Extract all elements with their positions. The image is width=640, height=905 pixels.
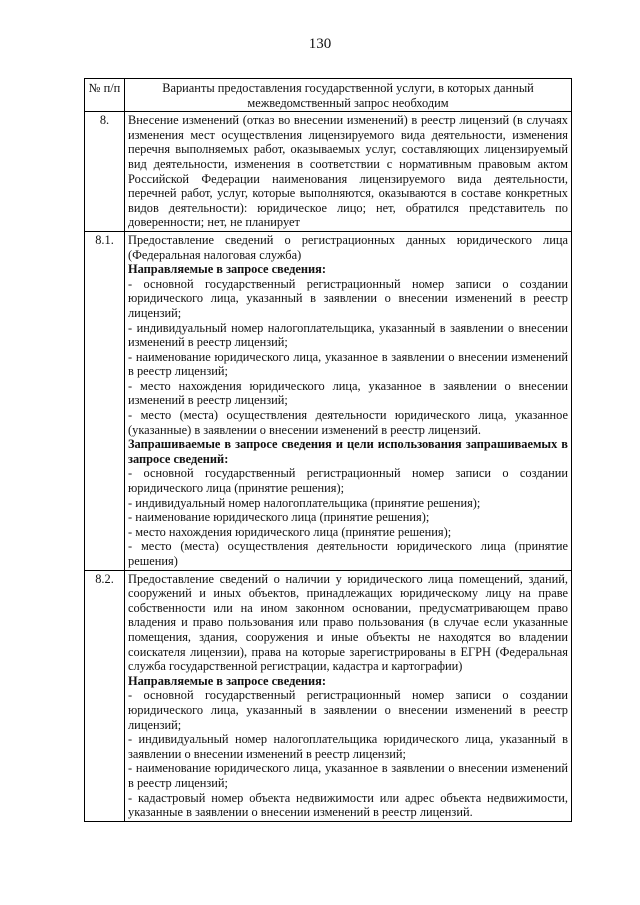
paragraph: Внесение изменений (отказ во внесении изменений) в реестр лицензий (в случаях изменения мест осуществления лицензируемого вида деятельности, изменения перечня выполняемых работ, оказываемых услуг, составляющих лицензируемый вид деятельности, изменения в соответствии с нормативным правовым актом Российской Федерации наименования лицензируемого вида деятельности, перечней работ, услуг, которые выполняются, оказываются в составе конкретных видов деятельности): юридическое лицо; нет, обратился представитель по доверенности; нет, не планирует — [128, 113, 568, 230]
table-row — [85, 570, 572, 821]
section-heading: Направляемые в запросе сведения: — [128, 673, 326, 688]
paragraph: - основной государственный регистрационный номер записи о создании юридического лица, указанный в заявлении о внесении изменений в реестр лицензий; — [128, 276, 568, 320]
section-heading: Запрашиваемые в запросе сведения и цели использования запрашиваемых в запросе сведений: — [128, 437, 568, 466]
document-table — [84, 78, 572, 822]
row-number: 8.2. — [85, 570, 125, 821]
paragraph: - наименование юридического лица (принятие решения); — [128, 510, 430, 525]
row-content — [125, 570, 572, 821]
header-number: № п/п — [85, 79, 125, 112]
paragraph: - место (места) осуществления деятельности юридического лица, указанное (указанные) в заявлении о внесении изменений в реестр лицензий. — [128, 408, 568, 437]
section-heading: Направляемые в запросе сведения: — [128, 262, 326, 277]
row-number: 8.1. — [85, 231, 125, 570]
table-row — [85, 112, 572, 232]
paragraph: - индивидуальный номер налогоплательщика, указанный в заявлении о внесении изменений в реестр лицензий; — [128, 320, 568, 350]
header-title: Варианты предоставления государственной услуги, в которых данный межведомственный запрос необходим — [125, 79, 572, 112]
paragraph: - индивидуальный номер налогоплательщика юридического лица, указанный в заявлении о внесении изменений в реестр лицензий; — [128, 732, 568, 761]
paragraph: - кадастровый номер объекта недвижимости или адрес объекта недвижимости, указанные в заявлении о внесении изменений в реестр лицензий. — [128, 790, 568, 820]
paragraph: Предоставление сведений о регистрационных данных юридического лица (Федеральная налоговая служба) — [128, 232, 568, 262]
page-number: 130 — [308, 36, 332, 52]
paragraph: Предоставление сведений о наличии у юридического лица помещений, зданий, сооружений и иных объектов, принадлежащих юридическому лицу на праве собственности или на ином законном основании, предусматривающем право владения и право пользования или право пользования (в случае если указанные помещения, здания, сооружения и иные объекты не находятся во владении соискателя лицензии), права на которые зарегистрированы в ЕГРН (Федеральная служба государственной регистрации, кадастра и картографии) — [128, 571, 568, 674]
paragraph: - место (места) осуществления деятельности юридического лица (принятие решения) — [128, 539, 568, 568]
row-content — [125, 112, 572, 232]
paragraph: - основной государственный регистрационный номер записи о создании юридического лица, указанный в заявлении о внесении изменений в реестр лицензий; — [128, 688, 568, 732]
paragraph: - место нахождения юридического лица, указанное в заявлении о внесении изменений в реестр лицензий; — [128, 378, 568, 408]
paragraph: - наименование юридического лица, указанное в заявлении о внесении изменений в реестр лицензий; — [128, 349, 568, 379]
row-content — [125, 231, 572, 570]
paragraph: - место нахождения юридического лица (принятие решения); — [128, 524, 452, 539]
paragraph: - индивидуальный номер налогоплательщика (принятие решения); — [128, 495, 481, 510]
paragraph: - основной государственный регистрационный номер записи о создании юридического лица (принятие решения); — [128, 466, 568, 496]
table-row — [85, 231, 572, 570]
row-number: 8. — [85, 112, 125, 232]
table-header-row — [85, 79, 572, 112]
paragraph: - наименование юридического лица, указанное в заявлении о внесении изменений в реестр лицензий; — [128, 761, 568, 790]
